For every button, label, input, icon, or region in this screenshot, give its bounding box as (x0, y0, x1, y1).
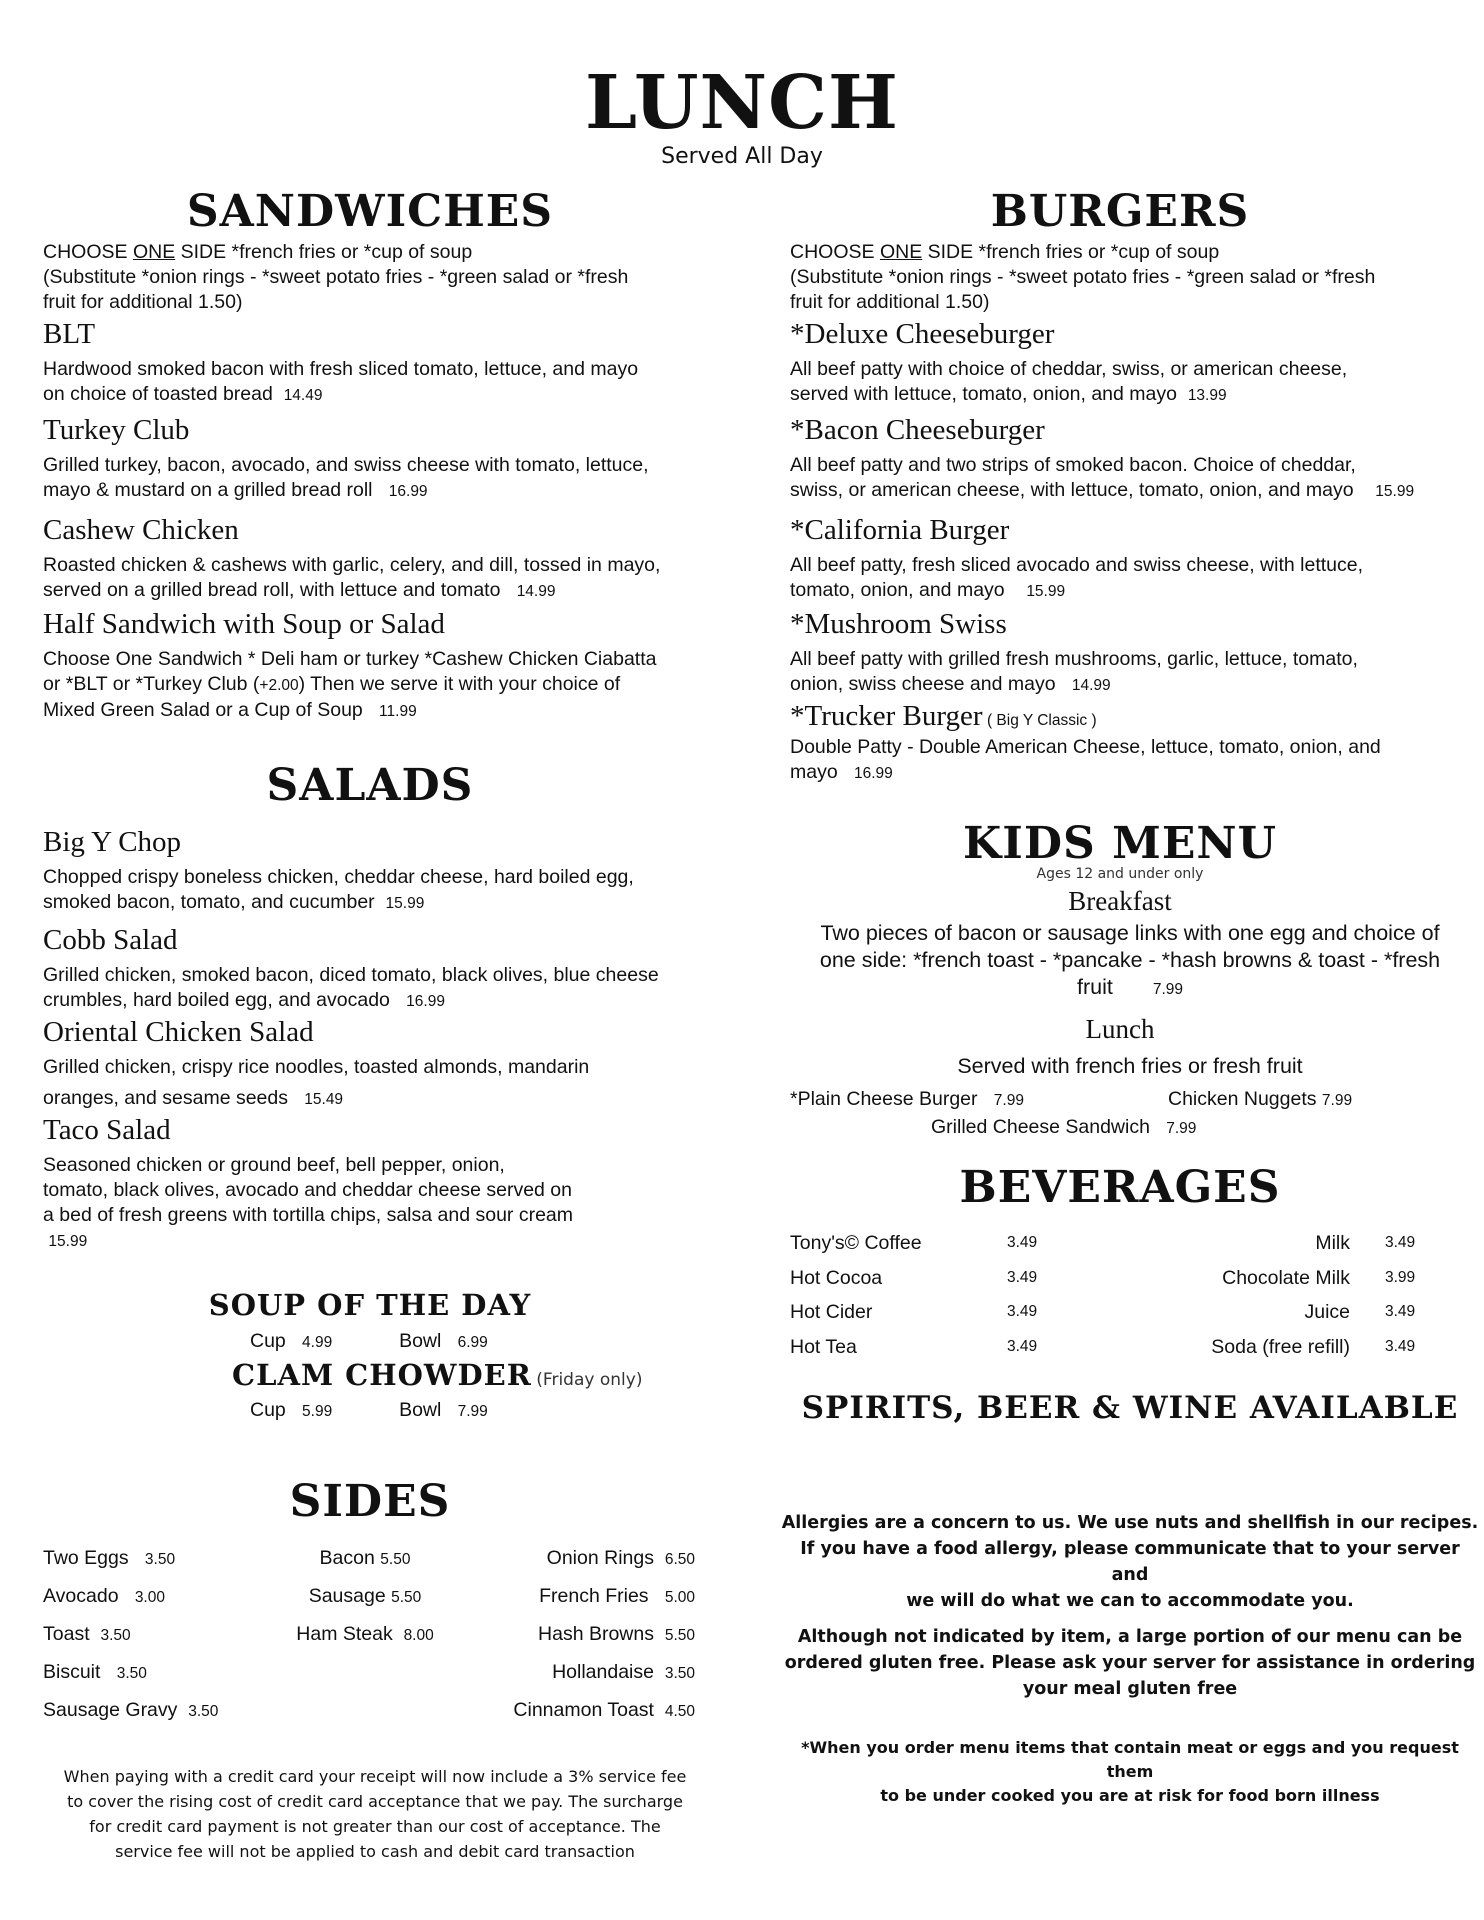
item-name: *Deluxe Cheeseburger (790, 318, 1055, 350)
item-price: 15.99 (48, 1233, 88, 1250)
menu-item: Big Y Chop Chopped crispy boneless chicken, cheddar cheese, hard boiled egg, smoked bacon, tomato, and cucumber 15.99 (43, 826, 743, 916)
list-item: Ham Steak 8.00 (296, 1623, 434, 1645)
list-item: Hot Tea 3.49 (790, 1335, 1038, 1358)
burgers-side-note: CHOOSE ONE SIDE *french fries or *cup of soup (Substitute *onion rings - *sweet potato fries - *green salad or *fresh fruit for additional 1.50) (790, 241, 1376, 313)
kids-heading: KIDS MENU (963, 818, 1277, 869)
list-item: Sausage 5.50 (308, 1585, 422, 1607)
list-item: French Fries 5.00 (539, 1585, 695, 1607)
page-subtitle: Served All Day (661, 144, 823, 169)
item-price: 11.99 (379, 703, 417, 720)
kids-item: Grilled Cheese Sandwich 7.99 (931, 1116, 1197, 1138)
list-item: Biscuit 3.50 (43, 1661, 147, 1683)
chowder-heading: CLAM CHOWDER (Friday only) (232, 1358, 643, 1392)
item-price: 14.99 (1071, 677, 1111, 694)
gluten-notice: Although not indicated by item, a large portion of our menu can be ordered gluten free. Please ask your server for assistance in ordering your meal gluten free (784, 1627, 1476, 1699)
menu-item: *Bacon Cheeseburger All beef patty and two strips of smoked bacon. Choice of cheddar, swiss, or american cheese, with lettuce, tomato, onion, and mayo 15.99 (790, 414, 1470, 504)
menu-item: Turkey Club Grilled turkey, bacon, avocado, and swiss cheese with tomato, lettuce, mayo & mustard on a grilled bread roll 16.99 (43, 414, 743, 504)
kids-item: *Plain Cheese Burger 7.99 (790, 1088, 1024, 1110)
kids-breakfast-desc: Two pieces of bacon or sausage links with one egg and choice of one side: *french toast - *pancake - *hash browns & toast - *fresh fruit 7.99 (819, 921, 1441, 999)
item-name: *California Burger (790, 514, 1010, 546)
item-name: *Mushroom Swiss (790, 608, 1007, 640)
sandwiches-side-note: CHOOSE ONE SIDE *french fries or *cup of soup (Substitute *onion rings - *sweet potato fries - *green salad or *fresh fruit for additional 1.50) (43, 241, 629, 313)
spirits-heading: SPIRITS, BEER & WINE AVAILABLE (801, 1390, 1459, 1426)
item-price: 16.99 (388, 483, 428, 500)
item-price: 13.99 (1187, 387, 1227, 404)
kids-item: Chicken Nuggets 7.99 (1168, 1088, 1353, 1110)
item-price: 15.99 (1375, 483, 1415, 500)
list-item: Soda (free refill) 3.49 (1211, 1335, 1416, 1358)
item-price: 15.49 (304, 1091, 344, 1108)
item-name: Cobb Salad (43, 924, 178, 956)
list-item: Avocado 3.00 (43, 1585, 165, 1607)
page-title: LUNCH (585, 60, 899, 146)
menu-item: Oriental Chicken Salad Grilled chicken, crispy rice noodles, toasted almonds, mandarin oranges, and sesame seeds 15.49 (43, 1016, 743, 1112)
kids-breakfast-title: Breakfast (1068, 886, 1172, 916)
item-name: Taco Salad (43, 1114, 171, 1146)
item-price: 15.99 (385, 895, 425, 912)
beverages-left (790, 1226, 1050, 1364)
burgers-heading: BURGERS (990, 186, 1250, 237)
kids-lunch-sub: Served with french fries or fresh fruit (957, 1054, 1303, 1078)
sides-col1 (43, 1540, 218, 1730)
menu-item: BLT Hardwood smoked bacon with fresh sliced tomato, lettuce, and mayo on choice of toasted bread 14.49 (43, 318, 743, 408)
sandwiches-heading: SANDWICHES (186, 186, 554, 237)
item-name: *Trucker Burger (790, 700, 983, 732)
list-item: Juice 3.49 (1304, 1301, 1416, 1323)
item-price: 16.99 (853, 765, 893, 782)
item-price: 14.99 (516, 583, 556, 600)
menu-item: *Trucker Burger ( Big Y Classic ) Double Patty - Double American Cheese, lettuce, tomato, onion, and mayo 16.99 (790, 700, 1381, 783)
credit-card-note: When paying with a credit card your receipt will now include a 3% service fee to cover the rising cost of credit card acceptance that we pay. The surcharge for credit card payment is not greater than our cost of acceptance. The service fee will not be applied to cash and debit card transaction (63, 1767, 687, 1861)
chowder-prices: Cup 5.99 Bowl 7.99 (250, 1399, 488, 1421)
sides-col2 (280, 1540, 450, 1654)
list-item: Bacon 5.50 (319, 1547, 411, 1569)
kids-lunch-title: Lunch (1085, 1014, 1155, 1044)
item-name: Big Y Chop (43, 826, 182, 858)
list-item: Chocolate Milk 3.99 (1222, 1266, 1416, 1289)
list-item: Hot Cider 3.49 (790, 1301, 1038, 1323)
menu-item: Cashew Chicken Roasted chicken & cashews with garlic, celery, and dill, tossed in mayo, served on a grilled bread roll, with lettuce and tomato 14.99 (43, 514, 743, 604)
kids-ages: Ages 12 and under only (1036, 866, 1204, 882)
menu-item: Cobb Salad Grilled chicken, smoked bacon, diced tomato, black olives, blue cheese crumbles, hard boiled egg, and avocado 16.99 (43, 924, 743, 1014)
beverages-heading: BEVERAGES (959, 1162, 1281, 1213)
item-name: *Bacon Cheeseburger (790, 414, 1045, 446)
list-item: Toast 3.50 (43, 1623, 131, 1645)
menu-item: *California Burger All beef patty, fresh sliced avocado and swiss cheese, with lettuce, tomato, onion, and mayo 15.99 (790, 514, 1460, 604)
list-item: Tony's© Coffee 3.49 (790, 1232, 1038, 1254)
item-price: 16.99 (406, 993, 445, 1010)
sides-col3 (480, 1540, 695, 1730)
list-item: Hash Browns 5.50 (538, 1623, 695, 1645)
list-item: Cinnamon Toast 4.50 (513, 1699, 695, 1721)
item-name: BLT (43, 318, 96, 350)
soup-heading: SOUP OF THE DAY (208, 1288, 532, 1322)
menu-item: *Deluxe Cheeseburger All beef patty with choice of cheddar, swiss, or american cheese, served with lettuce, tomato, onion, and mayo 13.99 (790, 318, 1460, 408)
menu-item: *Mushroom Swiss All beef patty with grilled fresh mushrooms, garlic, lettuce, tomato, onion, swiss cheese and mayo 14.99 (790, 608, 1460, 698)
list-item: Sausage Gravy 3.50 (43, 1699, 219, 1721)
list-item: Milk 3.49 (1315, 1232, 1416, 1254)
item-name: Half Sandwich with Soup or Salad (43, 608, 445, 640)
menu-item: Taco Salad Seasoned chicken or ground beef, bell pepper, onion, tomato, black olives, avocado and cheddar cheese served on a bed of fresh greens with tortilla chips, salsa and sour cream 15.99 (43, 1114, 743, 1254)
item-name: Cashew Chicken (43, 514, 239, 546)
beverages-right (1100, 1226, 1420, 1364)
allergy-notice: Allergies are a concern to us. We use nuts and shellfish in our recipes. If you have a food allergy, please communicate that to your server and we will do what we can to accommodate you. (781, 1513, 1479, 1611)
list-item: Hollandaise 3.50 (552, 1661, 695, 1683)
item-price: 15.99 (1026, 583, 1066, 600)
item-name: Oriental Chicken Salad (43, 1016, 314, 1048)
salads-heading: SALADS (266, 760, 474, 811)
soup-prices: Cup 4.99 Bowl 6.99 (250, 1330, 488, 1352)
undercook-notice: *When you order menu items that contain meat or eggs and you request them to be under cooked you are at risk for food born illness (801, 1738, 1459, 1805)
list-item: Hot Cocoa 3.49 (790, 1266, 1038, 1289)
list-item: Onion Rings 6.50 (546, 1547, 695, 1569)
sides-heading: SIDES (289, 1476, 451, 1527)
item-price: 14.49 (283, 387, 323, 404)
list-item: Two Eggs 3.50 (43, 1547, 176, 1569)
menu-item: Half Sandwich with Soup or Salad Choose One Sandwich * Deli ham or turkey *Cashew Chicken Ciabatta or *BLT or *Turkey Club (+2.00) Then we serve it with your choice of Mixed Green Salad or a Cup of Soup 11.99 (43, 608, 743, 724)
item-name: Turkey Club (43, 414, 190, 446)
